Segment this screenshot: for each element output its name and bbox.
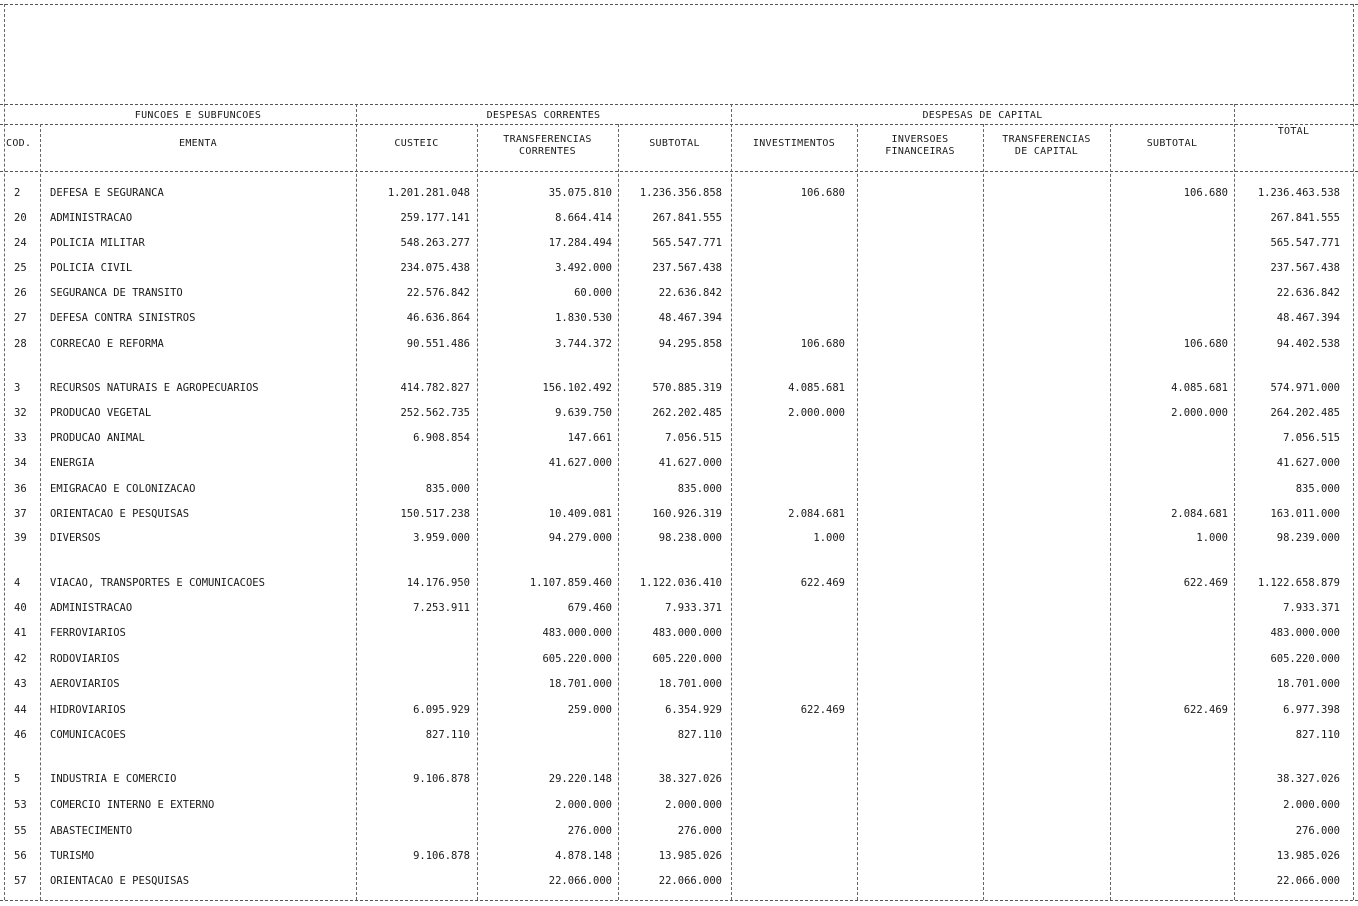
cell-subtotal: 267.841.555 [652, 212, 722, 224]
cell-ementa: POLICIA MILITAR [50, 237, 145, 249]
cell-total: 22.636.842 [1276, 287, 1340, 299]
row-44 [0, 701, 1358, 719]
cell-subtotal: 1.122.036.410 [639, 577, 722, 589]
cell-total: 7.056.515 [1283, 432, 1340, 444]
cell-total: 264.202.485 [1270, 407, 1340, 419]
cell-transf: 156.102.492 [542, 382, 612, 394]
cell-custeio: 14.176.950 [406, 577, 470, 589]
header-inversoes-1: INVERSOES [891, 134, 949, 145]
cell-custeio: 7.253.911 [413, 602, 470, 614]
row-3 [0, 379, 1358, 397]
cell-cod: 34 [14, 457, 27, 469]
cell-cod: 55 [14, 825, 27, 837]
cell-ementa: ADMINISTRACAO [50, 602, 133, 614]
cell-total: 827.110 [1295, 729, 1340, 741]
cell-ementa: RODOVIARIOS [50, 653, 120, 665]
cell-custeio: 9.106.878 [413, 850, 470, 862]
header-cod: COD. [6, 138, 32, 149]
cell-subtotal: 18.701.000 [658, 678, 722, 690]
cell-custeio: 548.263.277 [400, 237, 470, 249]
cell-invest: 622.469 [800, 577, 845, 589]
cell-subtotal: 1.236.356.858 [639, 187, 722, 199]
header-funcoes: FUNCOES E SUBFUNCOES [134, 110, 262, 121]
cell-subtotal: 483.000.000 [652, 627, 722, 639]
cell-transf: 1.107.859.460 [529, 577, 612, 589]
cell-cod: 37 [14, 508, 27, 520]
cell-subtotal: 48.467.394 [658, 312, 722, 324]
row-25 [0, 259, 1358, 277]
cell-transf: 10.409.081 [548, 508, 612, 520]
cell-cod: 24 [14, 237, 27, 249]
cell-transf: 259.000 [567, 704, 612, 716]
cell-cod: 56 [14, 850, 27, 862]
cell-subtotal2: 106.680 [1183, 187, 1228, 199]
header-transf-correntes-1: TRANSFERENCIAS [503, 134, 592, 145]
cell-cod: 36 [14, 483, 27, 495]
row-57 [0, 872, 1358, 890]
cell-subtotal: 41.627.000 [658, 457, 722, 469]
cell-total: 605.220.000 [1270, 653, 1340, 665]
cell-subtotal: 94.295.858 [658, 338, 722, 350]
cell-ementa: ADMINISTRACAO [50, 212, 133, 224]
cell-total: 1.122.658.879 [1257, 577, 1340, 589]
cell-cod: 44 [14, 704, 27, 716]
cell-ementa: TURISMO [50, 850, 95, 862]
cell-total: 94.402.538 [1276, 338, 1340, 350]
cell-transf: 35.075.810 [548, 187, 612, 199]
cell-total: 276.000 [1295, 825, 1340, 837]
cell-ementa: FERROVIARIOS [50, 627, 126, 639]
cell-ementa: POLICIA CIVIL [50, 262, 133, 274]
cell-transf: 3.492.000 [555, 262, 612, 274]
cell-custeio: 827.110 [425, 729, 470, 741]
cell-custeio: 150.517.238 [400, 508, 470, 520]
cell-invest: 1.000 [813, 532, 845, 544]
cell-transf: 483.000.000 [542, 627, 612, 639]
header-total: TOTAL [1277, 126, 1310, 137]
cell-cod: 43 [14, 678, 27, 690]
row-43 [0, 675, 1358, 693]
cell-subtotal: 22.636.842 [658, 287, 722, 299]
top-rule [0, 4, 1358, 5]
cell-subtotal: 835.000 [677, 483, 722, 495]
cell-total: 2.000.000 [1283, 799, 1340, 811]
cell-subtotal2: 622.469 [1183, 577, 1228, 589]
cell-transf: 3.744.372 [555, 338, 612, 350]
cell-ementa: PRODUCAO ANIMAL [50, 432, 145, 444]
cell-custeio: 835.000 [425, 483, 470, 495]
row-56 [0, 847, 1358, 865]
cell-transf: 8.664.414 [555, 212, 612, 224]
row-27 [0, 309, 1358, 327]
cell-cod: 28 [14, 338, 27, 350]
header-transf-correntes-2: CORRENTES [519, 146, 576, 157]
cell-custeio: 414.782.827 [400, 382, 470, 394]
left-border [4, 4, 5, 900]
cell-ementa: DEFESA E SEGURANCA [50, 187, 164, 199]
cell-transf: 9.639.750 [555, 407, 612, 419]
cell-transf: 60.000 [574, 287, 612, 299]
row-20 [0, 209, 1358, 227]
header-top-rule [0, 104, 1358, 105]
cell-total: 237.567.438 [1270, 262, 1340, 274]
cell-custeio: 234.075.438 [400, 262, 470, 274]
cell-total: 22.066.000 [1276, 875, 1340, 887]
cell-custeio: 252.562.735 [400, 407, 470, 419]
cell-total: 574.971.000 [1270, 382, 1340, 394]
cell-invest: 2.084.681 [788, 508, 845, 520]
cell-cod: 5 [14, 773, 21, 785]
cell-transf: 22.066.000 [548, 875, 612, 887]
cell-ementa: COMUNICACOES [50, 729, 126, 741]
cell-transf: 18.701.000 [548, 678, 612, 690]
cell-ementa: DEFESA CONTRA SINISTROS [50, 312, 196, 324]
cell-transf: 2.000.000 [555, 799, 612, 811]
cell-custeio: 46.636.864 [406, 312, 470, 324]
cell-subtotal2: 4.085.681 [1171, 382, 1228, 394]
cell-invest: 2.000.000 [788, 407, 845, 419]
cell-cod: 46 [14, 729, 27, 741]
cell-cod: 40 [14, 602, 27, 614]
cell-total: 38.327.026 [1276, 773, 1340, 785]
cell-transf: 276.000 [567, 825, 612, 837]
header-subtotal: SUBTOTAL [649, 138, 700, 149]
cell-custeio: 6.908.854 [413, 432, 470, 444]
row-26 [0, 284, 1358, 302]
row-46 [0, 726, 1358, 744]
row-40 [0, 599, 1358, 617]
cell-subtotal: 7.933.371 [665, 602, 722, 614]
cell-ementa: RECURSOS NATURAIS E AGROPECUARIOS [50, 382, 259, 394]
row-32 [0, 404, 1358, 422]
cell-total: 7.933.371 [1283, 602, 1340, 614]
cell-ementa: CORRECAO E REFORMA [50, 338, 164, 350]
cell-ementa: COMERCIO INTERNO E EXTERNO [50, 799, 215, 811]
cell-invest: 106.680 [800, 338, 845, 350]
cell-total: 163.011.000 [1270, 508, 1340, 520]
cell-subtotal: 7.056.515 [665, 432, 722, 444]
cell-ementa: VIACAO, TRANSPORTES E COMUNICACOES [50, 577, 265, 589]
cell-subtotal: 98.238.000 [658, 532, 722, 544]
header-despesas-capital: DESPESAS DE CAPITAL [922, 110, 1043, 121]
right-border [1353, 4, 1354, 900]
cell-transf: 17.284.494 [548, 237, 612, 249]
cell-subtotal2: 622.469 [1183, 704, 1228, 716]
header-ementa: EMENTA [179, 138, 217, 149]
cell-ementa: AEROVIARIOS [50, 678, 120, 690]
cell-cod: 33 [14, 432, 27, 444]
cell-subtotal: 22.066.000 [658, 875, 722, 887]
cell-custeio: 3.959.000 [413, 532, 470, 544]
cell-subtotal: 6.354.929 [665, 704, 722, 716]
cell-total: 835.000 [1295, 483, 1340, 495]
cell-cod: 26 [14, 287, 27, 299]
cell-cod: 4 [14, 577, 21, 589]
cell-cod: 27 [14, 312, 27, 324]
cell-ementa: EMIGRACAO E COLONIZACAO [50, 483, 196, 495]
cell-transf: 605.220.000 [542, 653, 612, 665]
header-mid-rule [0, 124, 1358, 125]
row-41 [0, 624, 1358, 642]
cell-cod: 57 [14, 875, 27, 887]
cell-total: 13.985.026 [1276, 850, 1340, 862]
cell-subtotal2: 106.680 [1183, 338, 1228, 350]
row-39 [0, 529, 1358, 547]
cell-total: 267.841.555 [1270, 212, 1340, 224]
cell-ementa: ENERGIA [50, 457, 95, 469]
cell-subtotal: 160.926.319 [652, 508, 722, 520]
header-inversoes-2: FINANCEIRAS [885, 146, 955, 157]
cell-total: 483.000.000 [1270, 627, 1340, 639]
cell-total: 1.236.463.538 [1257, 187, 1340, 199]
cell-total: 48.467.394 [1276, 312, 1340, 324]
header-subtotal-capital: SUBTOTAL [1146, 138, 1198, 149]
cell-transf: 679.460 [567, 602, 612, 614]
cell-subtotal: 262.202.485 [652, 407, 722, 419]
cell-transf: 94.279.000 [548, 532, 612, 544]
cell-subtotal2: 2.084.681 [1171, 508, 1228, 520]
cell-transf: 1.830.530 [555, 312, 612, 324]
cell-transf: 41.627.000 [548, 457, 612, 469]
bottom-rule [0, 900, 1358, 901]
cell-subtotal: 827.110 [677, 729, 722, 741]
header-investimentos: INVESTIMENTOS [752, 138, 836, 149]
cell-subtotal: 13.985.026 [658, 850, 722, 862]
cell-custeio: 22.576.842 [406, 287, 470, 299]
cell-subtotal: 570.885.319 [652, 382, 722, 394]
row-24 [0, 234, 1358, 252]
cell-invest: 4.085.681 [788, 382, 845, 394]
cell-cod: 3 [14, 382, 21, 394]
cell-transf: 29.220.148 [548, 773, 612, 785]
header-bottom-rule [0, 171, 1358, 172]
cell-ementa: ORIENTACAO E PESQUISAS [50, 875, 190, 887]
cell-custeio: 9.106.878 [413, 773, 470, 785]
row-55 [0, 822, 1358, 840]
row-34 [0, 454, 1358, 472]
header-transf-capital-1: TRANSFERENCIAS [1002, 134, 1091, 145]
cell-ementa: ABASTECIMENTO [50, 825, 133, 837]
cell-cod: 41 [14, 627, 27, 639]
cell-custeio: 1.201.281.048 [387, 187, 470, 199]
cell-total: 6.977.398 [1283, 704, 1340, 716]
row-5 [0, 770, 1358, 788]
cell-subtotal: 565.547.771 [652, 237, 722, 249]
cell-total: 18.701.000 [1276, 678, 1340, 690]
cell-ementa: HIDROVIARIOS [50, 704, 126, 716]
row-28 [0, 335, 1358, 353]
cell-cod: 32 [14, 407, 27, 419]
cell-cod: 39 [14, 532, 27, 544]
cell-transf: 4.878.148 [555, 850, 612, 862]
cell-ementa: SEGURANCA DE TRANSITO [50, 287, 183, 299]
row-4 [0, 574, 1358, 592]
cell-subtotal: 38.327.026 [658, 773, 722, 785]
cell-total: 98.239.000 [1276, 532, 1340, 544]
cell-cod: 2 [14, 187, 21, 199]
cell-ementa: DIVERSOS [50, 532, 101, 544]
cell-ementa: ORIENTACAO E PESQUISAS [50, 508, 190, 520]
cell-custeio: 90.551.486 [406, 338, 470, 350]
cell-subtotal: 2.000.000 [665, 799, 722, 811]
row-36 [0, 480, 1358, 498]
cell-invest: 106.680 [800, 187, 845, 199]
cell-subtotal2: 1.000 [1196, 532, 1228, 544]
row-2 [0, 184, 1358, 202]
header-transf-capital-2: DE CAPITAL [1014, 146, 1079, 157]
cell-total: 565.547.771 [1270, 237, 1340, 249]
row-42 [0, 650, 1358, 668]
cell-subtotal2: 2.000.000 [1171, 407, 1228, 419]
row-33 [0, 429, 1358, 447]
cell-subtotal: 237.567.438 [652, 262, 722, 274]
cell-ementa: PRODUCAO VEGETAL [50, 407, 152, 419]
header-despesas-correntes: DESPESAS CORRENTES [486, 110, 601, 121]
cell-subtotal: 276.000 [677, 825, 722, 837]
header-custeio: CUSTEIC [394, 138, 439, 149]
cell-subtotal: 605.220.000 [652, 653, 722, 665]
cell-cod: 42 [14, 653, 27, 665]
cell-custeio: 6.095.929 [413, 704, 470, 716]
row-53 [0, 796, 1358, 814]
cell-ementa: INDUSTRIA E COMERCIO [50, 773, 177, 785]
cell-cod: 25 [14, 262, 27, 274]
cell-invest: 622.469 [800, 704, 845, 716]
row-37 [0, 505, 1358, 523]
cell-custeio: 259.177.141 [400, 212, 470, 224]
cell-cod: 20 [14, 212, 27, 224]
cell-cod: 53 [14, 799, 27, 811]
cell-total: 41.627.000 [1276, 457, 1340, 469]
cell-transf: 147.661 [567, 432, 612, 444]
